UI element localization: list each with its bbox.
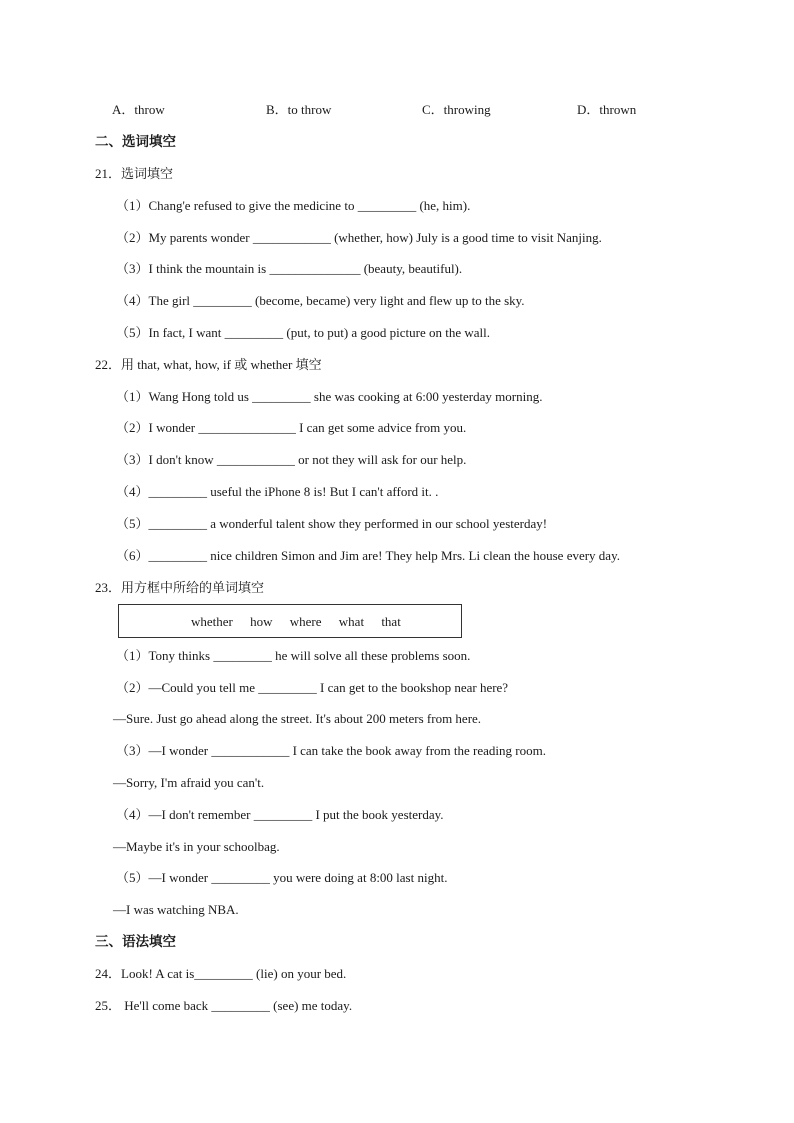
q23-line-2: （2）—Could you tell me _________ I can get to the bookshop near here? [116,680,509,695]
option-d: D．thrown [577,102,637,117]
word-box-word: what [338,614,365,629]
question-21-title: 21．选词填空 [95,166,174,181]
question-23-title: 23．用方框中所给的单词填空 [95,580,265,595]
q21-item-5: （5）In fact, I want _________ (put, to put) a good picture on the wall. [116,325,491,340]
question-25: 25． He'll come back _________ (see) me today. [95,998,353,1013]
q23-line-7: —Maybe it's in your schoolbag. [113,839,280,854]
q21-item-2: （2）My parents wonder ____________ (whether, how) July is a good time to visit Nanjing. [116,230,602,245]
option-c: C．throwing [422,102,491,117]
word-box-word: whether [191,614,233,629]
option-b: B．to throw [266,102,332,117]
section-title-3: 三、语法填空 [95,934,176,950]
q23-line-9: —I was watching NBA. [113,902,239,917]
q22-item-3: （3）I don't know ____________ or not they will ask for our help. [116,452,467,467]
q22-item-6: （6）_________ nice children Simon and Jim are! They help Mrs. Li clean the house every day. [116,548,620,563]
q21-item-1: （1）Chang'e refused to give the medicine to _________ (he, him). [116,198,471,213]
q23-line-4: （3）—I wonder ____________ I can take the book away from the reading room. [116,743,546,758]
word-box-word: that [381,614,401,629]
q22-item-5: （5）_________ a wonderful talent show they performed in our school yesterday! [116,516,548,531]
word-box-word: how [250,614,273,629]
q22-item-2: （2）I wonder _______________ I can get some advice from you. [116,420,467,435]
q22-item-1: （1）Wang Hong told us _________ she was cooking at 6:00 yesterday morning. [116,389,543,404]
word-box-word: where [289,614,322,629]
q23-line-1: （1）Tony thinks _________ he will solve all these problems soon. [116,648,471,663]
q23-line-3: —Sure. Just go ahead along the street. It's about 200 meters from here. [113,711,482,726]
question-22-title: 22．用 that, what, how, if 或 whether 填空 [95,357,322,372]
word-box-words [191,614,415,630]
q23-line-5: —Sorry, I'm afraid you can't. [113,775,265,790]
question-24: 24．Look! A cat is_________ (lie) on your bed. [95,966,347,981]
q21-item-4: （4）The girl _________ (become, became) very light and flew up to the sky. [116,293,525,308]
q21-item-3: （3）I think the mountain is ______________ (beauty, beautiful). [116,261,463,276]
q23-line-8: （5）—I wonder _________ you were doing at 8:00 last night. [116,870,448,885]
section-title-2: 二、选词填空 [95,134,176,150]
q22-item-4: （4）_________ useful the iPhone 8 is! But I can't afford it. . [116,484,439,499]
option-a: A．throw [112,102,165,117]
q23-line-6: （4）—I don't remember _________ I put the book yesterday. [116,807,444,822]
